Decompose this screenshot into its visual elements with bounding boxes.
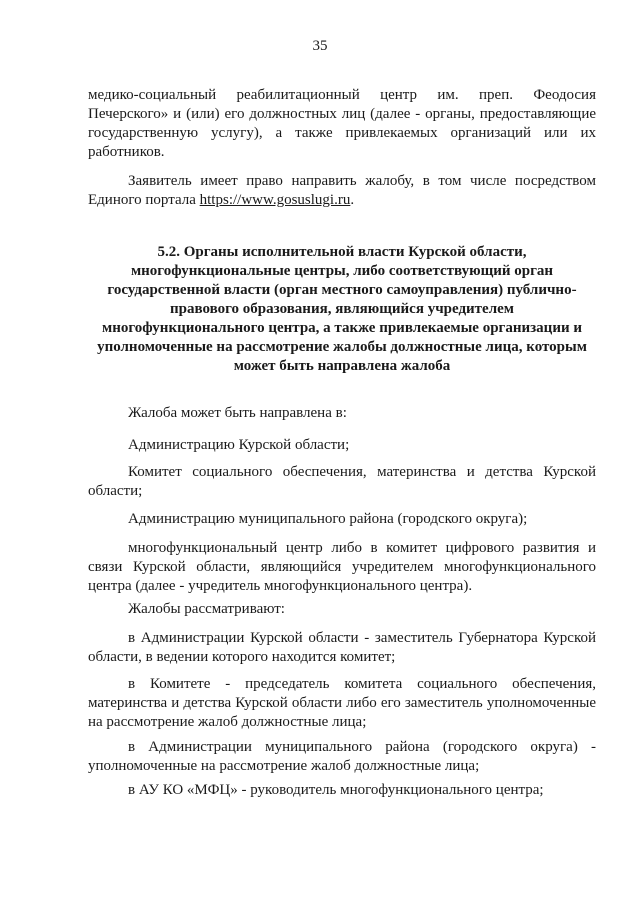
section-heading-line: может быть направлена жалоба <box>233 358 451 374</box>
section-heading <box>88 243 596 376</box>
section-heading-line: 5.2. Органы исполнительной власти Курской области, <box>157 244 527 260</box>
body-paragraph: многофункциональный центр либо в комитет цифрового развития и связи Курской области, являющийся учредителем многофункционального центра (далее - учредитель многофункционального центра). <box>88 540 596 594</box>
body-paragraph: Жалобы рассматривают: <box>128 601 285 617</box>
body-paragraph: в Администрации Курской области - заместитель Губернатора Курской области, в ведении которого находится комитет; <box>88 630 596 665</box>
body-paragraph: Администрацию Курской области; <box>128 437 350 453</box>
intro-paragraph-2 <box>88 172 596 210</box>
page-number: 35 <box>312 38 328 54</box>
body-paragraph: в АУ КО «МФЦ» - руководитель многофункционального центра; <box>128 782 544 798</box>
section-heading-line: многофункциональные центры, либо соответствующий орган <box>130 263 554 279</box>
section-heading-line: многофункционального центра, а также привлекаемые организации и <box>102 320 582 336</box>
section-heading-line: правового образования, являющийся учредителем <box>170 301 514 317</box>
body-paragraph: Комитет социального обеспечения, материнства и детства Курской области; <box>88 464 596 499</box>
body-paragraph: в Комитете - председатель комитета социального обеспечения, материнства и детства Курской области либо его заместитель уполномоченные на рассмотрение жалоб должностные лица; <box>88 676 596 730</box>
body-paragraph: Администрацию муниципального района (городского округа); <box>128 511 528 527</box>
intro-paragraph-1: медико-социальный реабилитационный центр им. преп. Феодосия Печерского» и (или) его должностных лиц (далее - органы, предоставляющие государственную услугу), а также привлекаемых организаций или их работников. <box>88 87 596 160</box>
intro-paragraph-2-text: Заявитель имеет право направить жалобу, в том числе посредством Единого портала <box>88 173 596 208</box>
body-paragraph: Жалоба может быть направлена в: <box>128 405 347 421</box>
intro-paragraph-2-end: . <box>350 192 355 208</box>
gosuslugi-link[interactable]: https://www.gosuslugi.ru <box>199 192 351 208</box>
body-paragraph: в Администрации муниципального района (городского округа) - уполномоченные на рассмотрение жалоб должностные лица; <box>88 739 596 774</box>
section-heading-line: государственной власти (орган местного самоуправления) публично- <box>107 282 577 298</box>
section-heading-line: уполномоченные на рассмотрение жалобы должностные лица, которым <box>97 339 587 355</box>
